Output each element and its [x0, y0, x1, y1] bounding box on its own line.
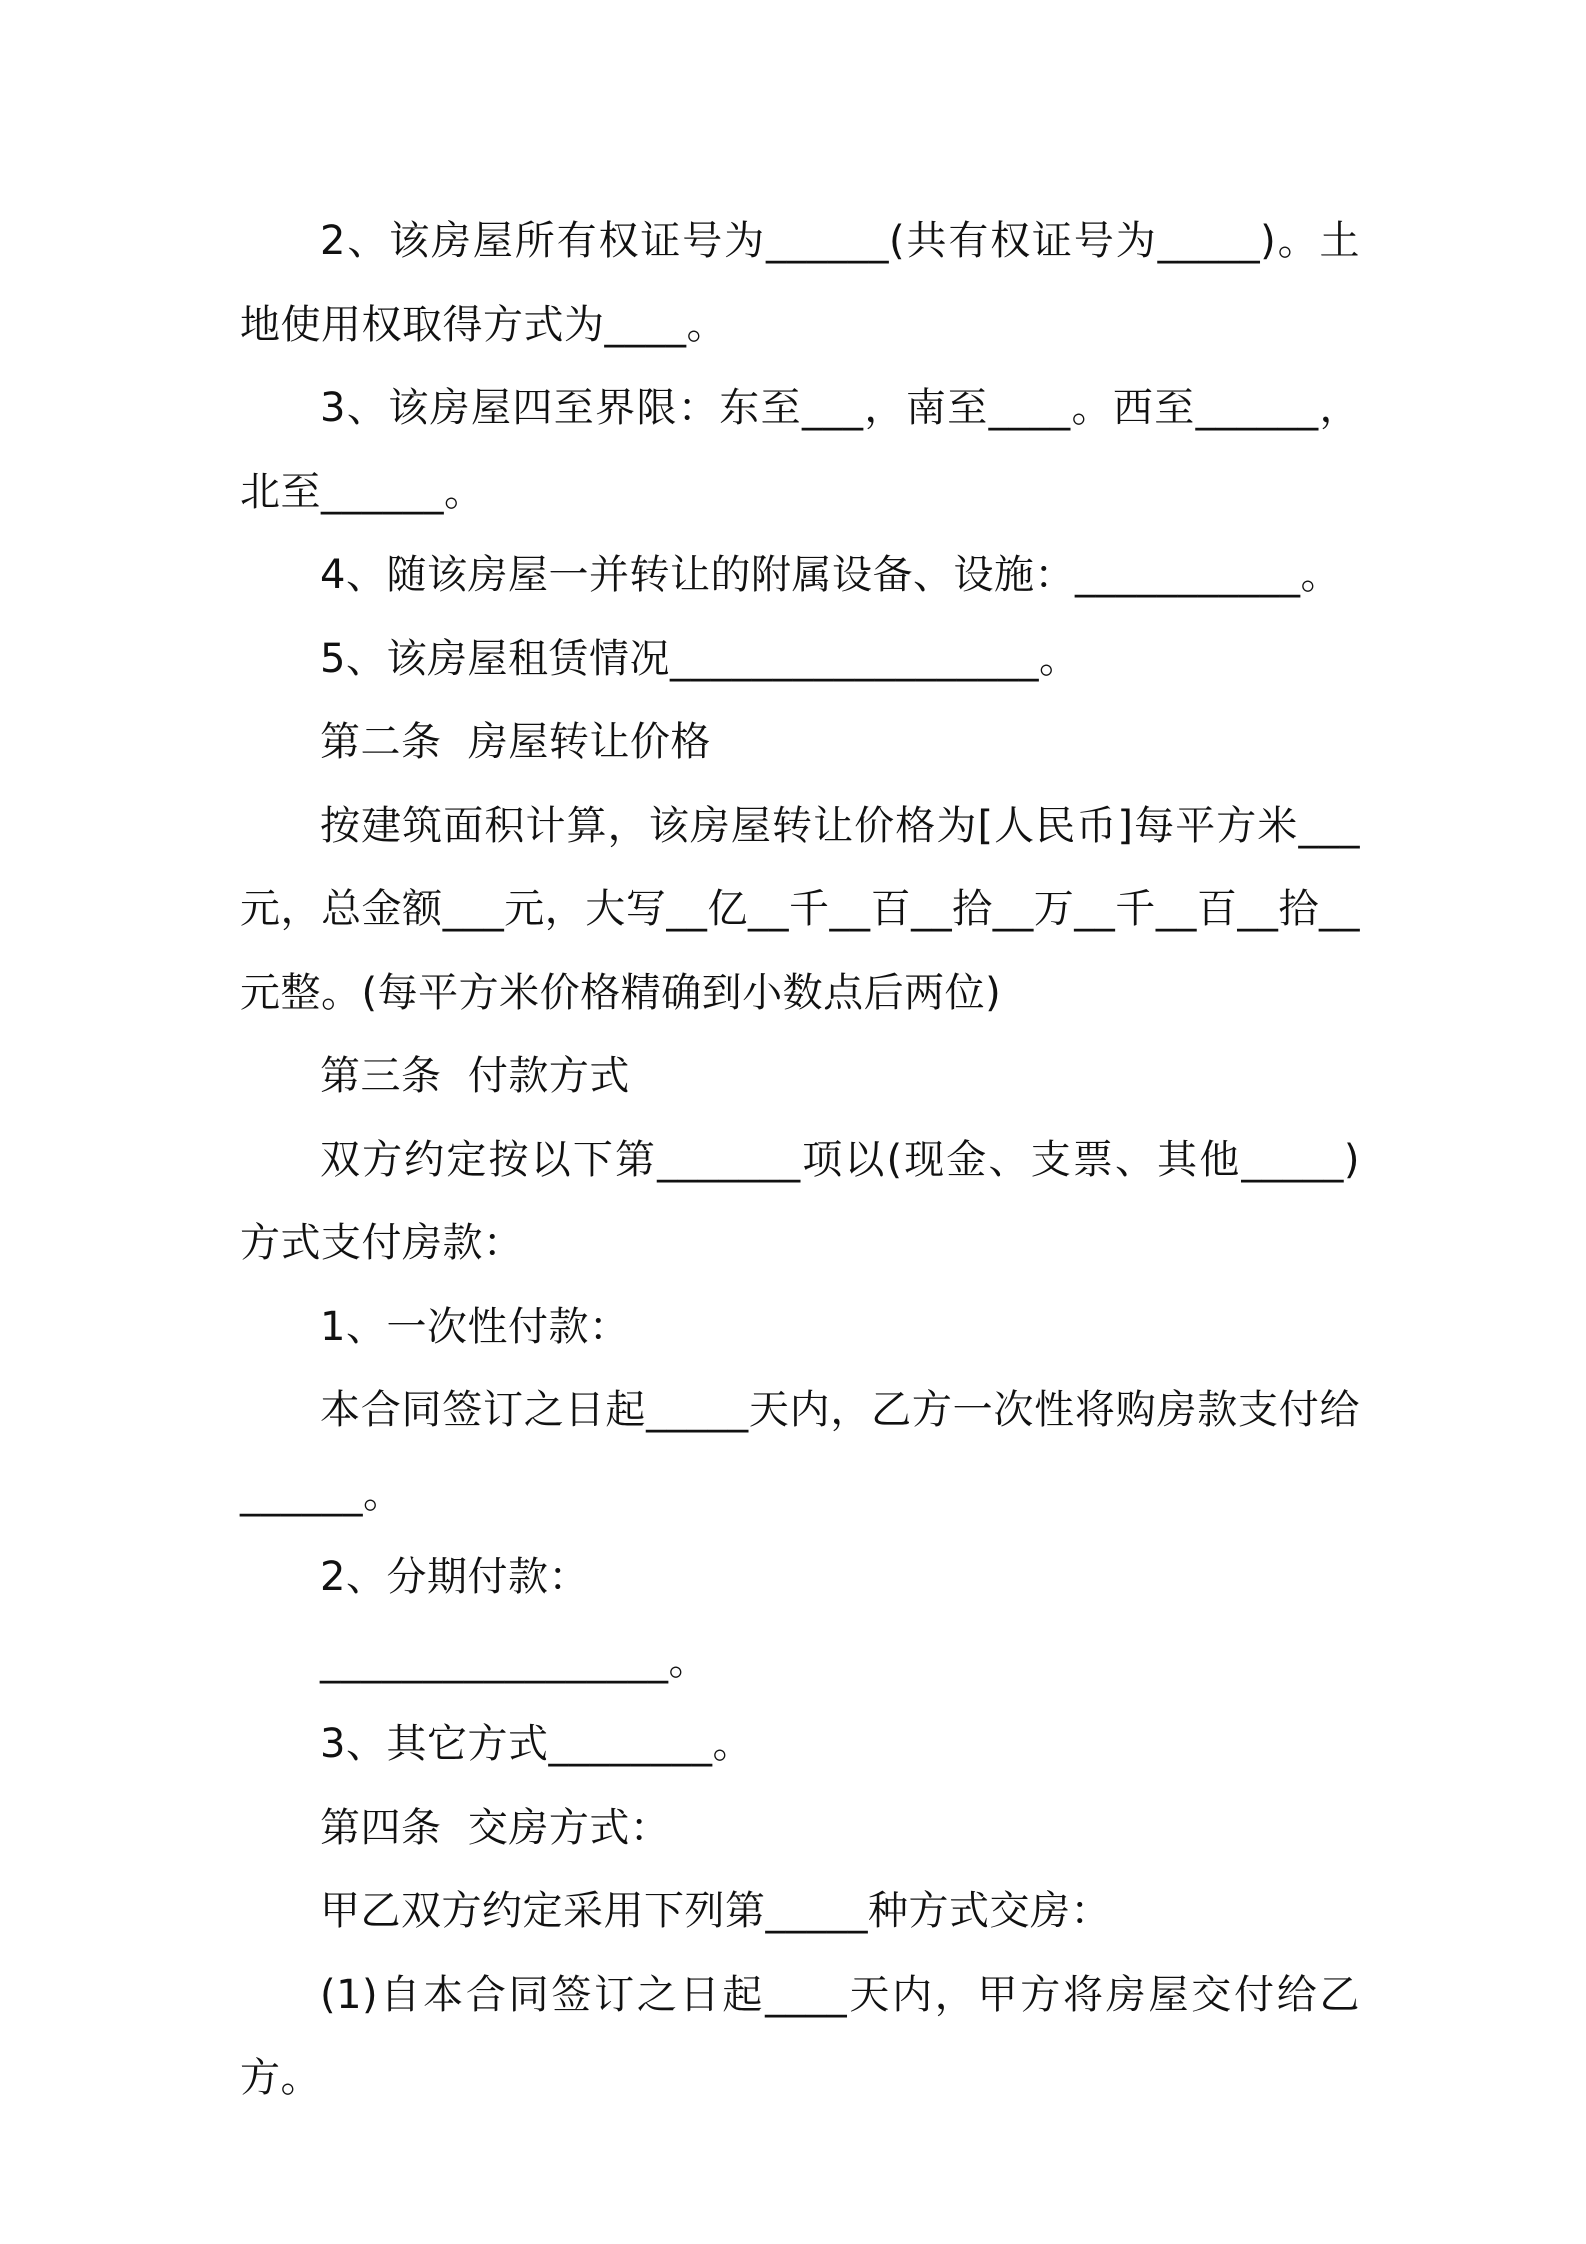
clause-lump-sum-body: 本合同签订之日起_____天内，乙方一次性将购房款支付给______。 — [240, 1387, 1360, 1517]
clause-other-method: 3、其它方式________。 — [320, 1721, 753, 1767]
clause-price: 按建筑面积计算，该房屋转让价格为[人民币]每平方米___元，总金额___元，大写__亿__千__百__拾__万__千__百__拾__元整。(每平方米价格精确到小数点后两位) — [240, 802, 1360, 1016]
clause-ownership-certificate: 2、该房屋所有权证号为______(共有权证号为_____)。土地使用权取得方式为____。 — [240, 218, 1360, 348]
clause-payment-choice: 双方约定按以下第_______项以(现金、支票、其他_____)方式支付房款： — [240, 1136, 1360, 1266]
clause-boundaries: 3、该房屋四至界限：东至___，南至____。西至______，北至______。 — [240, 385, 1360, 515]
contract-body — [240, 200, 1360, 2121]
clause-installment-body: _________________。 — [320, 1637, 709, 1684]
clause-lump-sum-heading: 1、一次性付款： — [320, 1303, 630, 1350]
clause-installment-heading: 2、分期付款： — [320, 1554, 589, 1600]
article-2-heading: 第二条 房屋转让价格 — [320, 719, 711, 765]
clause-delivery-option-1: (1)自本合同签订之日起____天内，甲方将房屋交付给乙方。 — [240, 1971, 1360, 2101]
clause-lease-status: 5、该房屋租赁情况__________________。 — [320, 635, 1080, 682]
clause-delivery-choice: 甲乙双方约定采用下列第_____种方式交房： — [320, 1888, 1111, 1934]
article-4-heading: 第四条 交房方式： — [320, 1804, 671, 1851]
clause-attached-facilities: 4、随该房屋一并转让的附属设备、设施：___________。 — [320, 552, 1341, 598]
article-3-heading: 第三条 付款方式 — [320, 1053, 630, 1099]
